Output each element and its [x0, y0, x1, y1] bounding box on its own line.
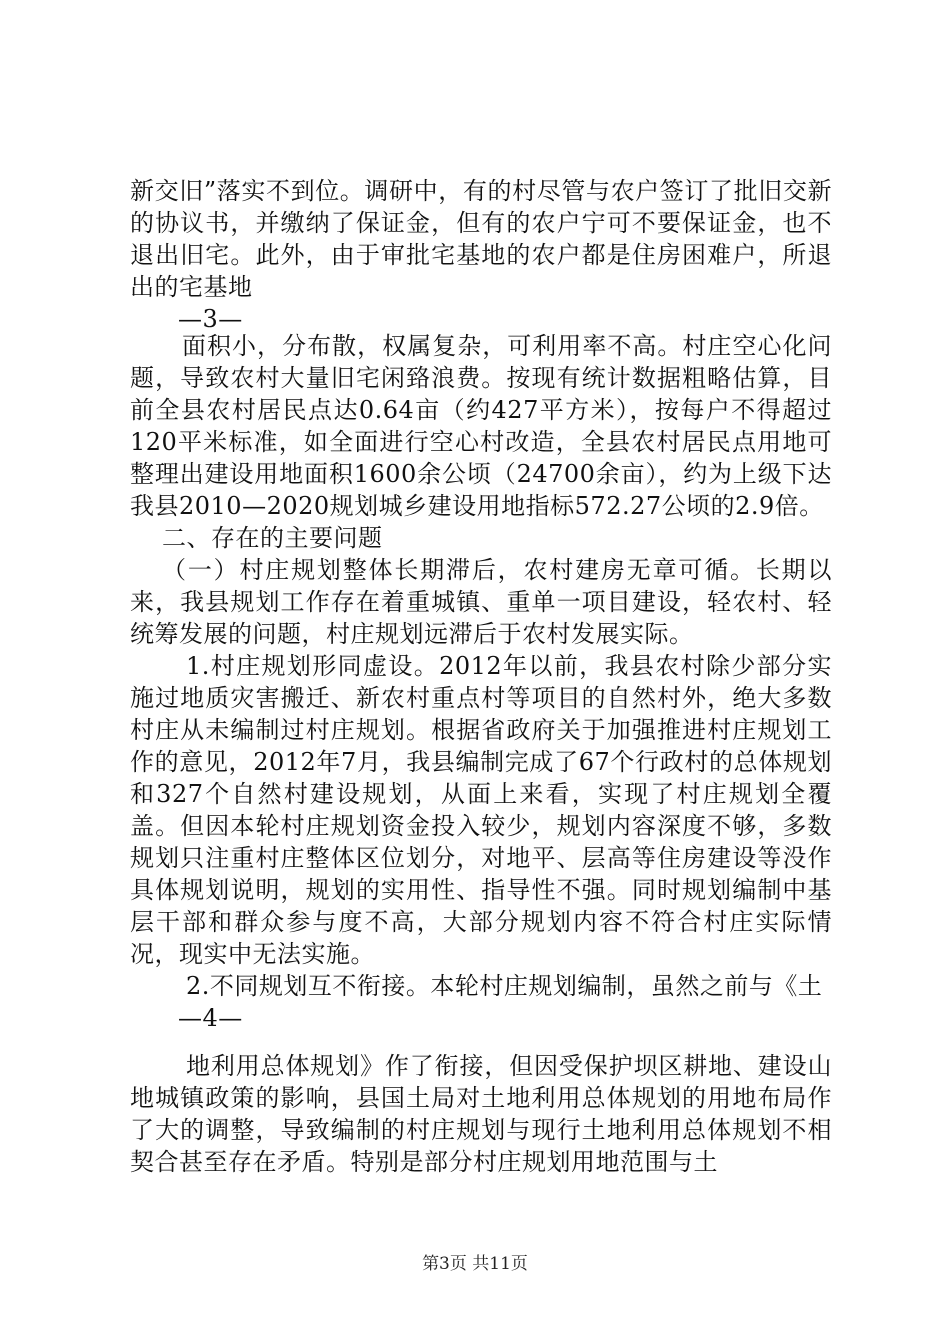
paragraph-plans-not-linked: 2.不同规划互不衔接。本轮村庄规划编制，虽然之前与《土	[186, 972, 823, 1000]
text-block-top	[130, 175, 832, 335]
paragraph-hollow-village: 面积小，分布散，权属复杂，可利用率不高。村庄空心化问题，导致农村大量旧宅闲臵浪费。按现有统计数据粗略估算，目前全县农村居民点达0.64亩（约427平方米），按每户不得超过120平米标准，如全面进行空心村改造，全县农村居民点用地可整理出建设用地面积1600余公顷（24700余亩），约为上级下达我县2010—2020规划城乡建设用地指标572.27公顷的2.9倍。	[130, 332, 832, 520]
page-marker-3: —3—	[178, 305, 243, 333]
paragraph-planning-nominal: 1.村庄规划形同虚设。2012年以前，我县农村除少部分实施过地质灾害搬迁、新农村重点村等项目的自然村外，绝大多数村庄从未编制过村庄规划。根据省政府关于加强推进村庄规划工作的意见，2012年7月，我县编制完成了67个行政村的总体规划和327个自然村建设规划，从面上来看，实现了村庄规划全覆盖。但因本轮村庄规划资金投入较少，规划内容深度不够，多数规划只注重村庄整体区位划分，对地平、层高等住房建设等没作具体规划说明，规划的实用性、指导性不强。同时规划编制中基层干部和群众参与度不高，大部分规划内容不符合村庄实际情况，现实中无法实施。	[130, 652, 832, 968]
text-block-middle	[130, 330, 832, 1034]
paragraph-continuation: 新交旧”落实不到位。调研中，有的村尽管与农户签订了批旧交新的协议书，并缴纳了保证金，但有的农户宁可不要保证金，也不退出旧宅。此外，由于审批宅基地的农户都是住房困难户，所退出的宅基地	[130, 177, 832, 301]
page-footer: 第3页 共11页	[422, 1254, 528, 1274]
text-block-bottom	[130, 1050, 832, 1178]
paragraph-land-use: 地利用总体规划》作了衔接，但因受保护坝区耕地、建设山地城镇政策的影响，县国土局对土地利用总体规划的用地布局作了大的调整，导致编制的村庄规划与现行土地利用总体规划不相契合甚至存在矛盾。特别是部分村庄规划用地范围与土	[130, 1052, 832, 1176]
section-heading-main-problems: 二、存在的主要问题	[162, 524, 383, 552]
page-marker-4: —4—	[178, 1004, 243, 1032]
paragraph-planning-lag: （一）村庄规划整体长期滞后，农村建房无章可循。长期以来，我县规划工作存在着重城镇、重单一项目建设，轻农村、轻统筹发展的问题，村庄规划远滞后于农村发展实际。	[130, 556, 832, 648]
